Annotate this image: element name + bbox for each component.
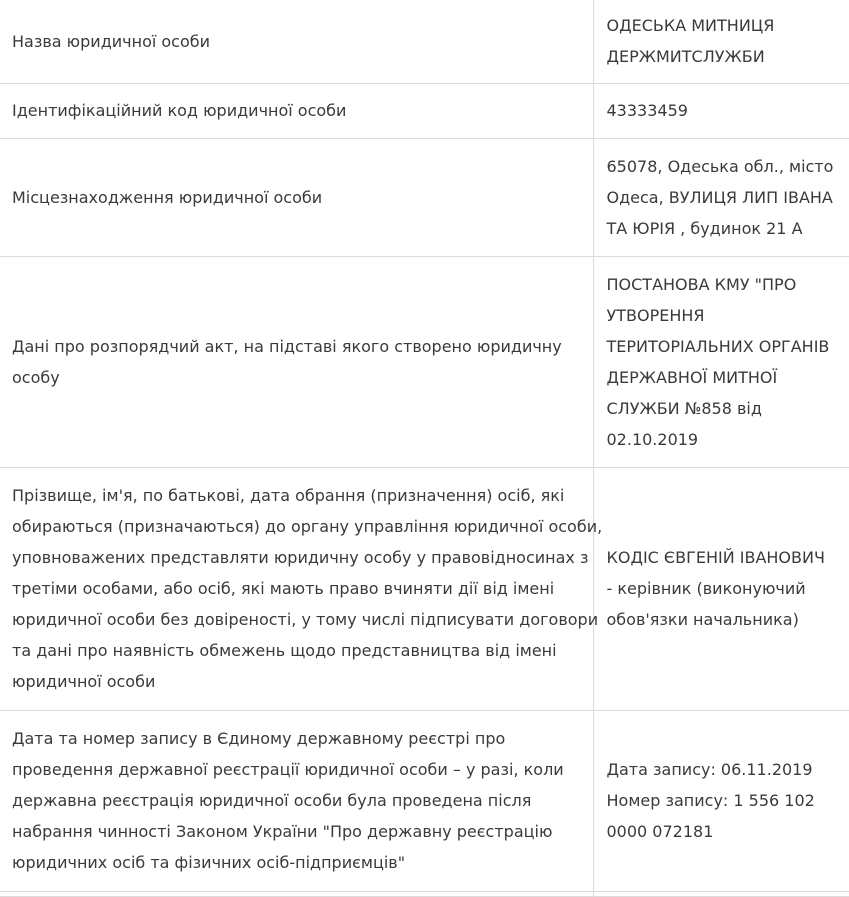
table-row-administrative-act xyxy=(0,256,849,467)
label-line: уповноважених представляти юридичну особу у правовідносинах з xyxy=(12,548,589,567)
value-line: 0000 072181 xyxy=(606,822,714,841)
label-line: юридичної особи без довіреності, у тому числі підписувати договори xyxy=(12,610,599,629)
row-label xyxy=(0,710,593,891)
label-line: особу xyxy=(12,367,60,387)
label-line: Прізвище, ім'я, по батькові, дата обрання (призначення) осіб, які xyxy=(12,486,565,505)
label-line: Дані про розпорядчий акт, на підставі якого створено юридичну xyxy=(12,336,562,356)
value-line: 65078, Одеська обл., місто xyxy=(606,156,834,176)
label-line: обираються (призначаються) до органу управління юридичної особи, xyxy=(12,517,603,536)
table-row-identification-code xyxy=(0,83,849,138)
label-line: та дані про наявність обмежень щодо представництва від імені xyxy=(12,641,557,660)
value-line: ДЕРЖМИТСЛУЖБИ xyxy=(606,47,765,67)
row-value xyxy=(593,83,849,138)
table-row-authorized-persons xyxy=(0,467,849,710)
label-line: Ідентифікаційний код юридичної особи xyxy=(12,101,347,120)
value-line: ОДЕСЬКА МИТНИЦЯ xyxy=(606,16,775,36)
value-line: - керівник (виконуючий xyxy=(606,579,806,598)
value-line: Дата запису: 06.11.2019 xyxy=(606,760,813,779)
label-line: проведення державної реєстрації юридичної особи – у разі, коли xyxy=(12,760,564,779)
label-line: юридичних осіб та фізичних осіб-підприємців" xyxy=(12,853,406,872)
value-line: ТА ЮРІЯ , будинок 21 А xyxy=(606,218,803,238)
value-line: ТЕРИТОРІАЛЬНИХ ОРГАНІВ xyxy=(606,336,830,356)
table-row-location xyxy=(0,138,849,256)
row-label xyxy=(0,256,593,467)
label-line: Назва юридичної особи xyxy=(12,31,211,51)
row-value xyxy=(593,710,849,891)
value-line: Одеса, ВУЛИЦЯ ЛИП ІВАНА xyxy=(606,187,833,207)
row-value xyxy=(593,256,849,467)
value-line: СЛУЖБИ №858 від xyxy=(606,398,762,418)
table-row-registration-record xyxy=(0,710,849,891)
row-value xyxy=(593,467,849,710)
table-row-next-partial xyxy=(0,891,849,896)
value-line: ДЕРЖАВНОЇ МИТНОЇ xyxy=(606,367,778,387)
label-line: юридичної особи xyxy=(12,672,156,691)
value-line: КОДІС ЄВГЕНІЙ ІВАНОВИЧ xyxy=(606,548,825,567)
value-line: УТВОРЕННЯ xyxy=(606,305,705,325)
row-value xyxy=(593,0,849,83)
row-label xyxy=(0,0,593,83)
value-line: ПОСТАНОВА КМУ "ПРО xyxy=(606,274,797,294)
row-value xyxy=(593,138,849,256)
label-line: Місцезнаходження юридичної особи xyxy=(12,187,323,207)
label-line: Дата та номер запису в Єдиному державному реєстрі про xyxy=(12,729,506,748)
value-line: 02.10.2019 xyxy=(606,429,699,449)
value-line: 43333459 xyxy=(606,101,688,120)
row-label xyxy=(0,83,593,138)
label-line: третіми особами, або осіб, які мають право вчиняти дії від імені xyxy=(12,579,555,598)
label-line: державна реєстрація юридичної особи була проведена після xyxy=(12,791,532,810)
table-row-entity-name xyxy=(0,0,849,83)
label-line: набрання чинності Законом України "Про державну реєстрацію xyxy=(12,822,553,841)
row-label xyxy=(0,891,593,896)
row-value xyxy=(593,891,849,896)
row-label xyxy=(0,138,593,256)
value-line: Номер запису: 1 556 102 xyxy=(606,791,815,810)
value-line: обов'язки начальника) xyxy=(606,610,799,629)
row-label xyxy=(0,467,603,710)
